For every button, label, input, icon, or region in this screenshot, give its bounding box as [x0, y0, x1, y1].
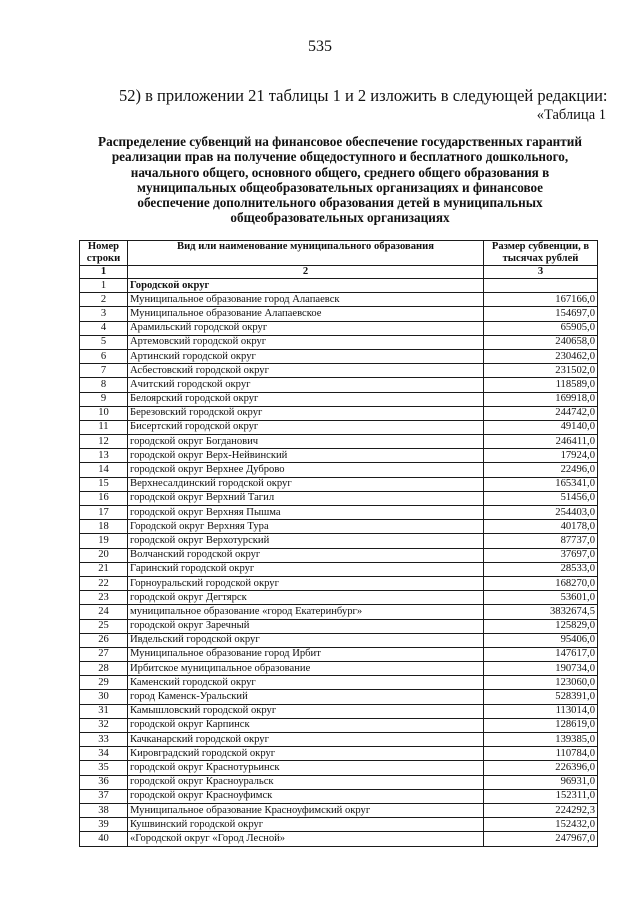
amount-cell: 226396,0 [484, 761, 598, 775]
row-number-cell: 24 [80, 605, 128, 619]
municipality-cell: Верхнесалдинский городской округ [128, 477, 484, 491]
row-number-cell: 21 [80, 562, 128, 576]
municipality-cell: Арамильский городской округ [128, 321, 484, 335]
municipality-cell: городской округ Красноуфимск [128, 789, 484, 803]
amount-cell: 22496,0 [484, 463, 598, 477]
table-row [80, 548, 598, 562]
table-row [80, 392, 598, 406]
amount-cell: 65905,0 [484, 321, 598, 335]
amount-cell: 49140,0 [484, 420, 598, 434]
table-row [80, 704, 598, 718]
table-row [80, 506, 598, 520]
title-line: начального общего, основного общего, среднего общего образования в [130, 164, 550, 180]
row-number-cell: 27 [80, 647, 128, 661]
row-number-cell: 12 [80, 435, 128, 449]
title-line: реализации прав на получение общедоступного и бесплатного дошкольного, [111, 149, 569, 165]
municipality-cell: Бисертский городской округ [128, 420, 484, 434]
municipality-cell: «Городской округ «Город Лесной» [128, 832, 484, 846]
municipality-cell: Городской округ Верхняя Тура [128, 520, 484, 534]
municipality-cell: Кушвинский городской округ [128, 818, 484, 832]
row-number-cell: 33 [80, 733, 128, 747]
table-row [80, 321, 598, 335]
table-row [80, 633, 598, 647]
amount-cell: 139385,0 [484, 733, 598, 747]
row-number-cell: 4 [80, 321, 128, 335]
table-row [80, 477, 598, 491]
amount-cell [484, 279, 598, 293]
amount-cell: 247967,0 [484, 832, 598, 846]
amount-cell: 152432,0 [484, 818, 598, 832]
table-row [80, 789, 598, 803]
municipality-cell: Ирбитское муниципальное образование [128, 662, 484, 676]
column-number: 3 [484, 266, 598, 279]
column-number-row [80, 266, 598, 279]
row-number-cell: 26 [80, 633, 128, 647]
table-row [80, 293, 598, 307]
title-line: обеспечение дополнительного образования детей в муниципальных [137, 195, 543, 211]
table-row [80, 420, 598, 434]
amount-cell: 152311,0 [484, 789, 598, 803]
municipality-cell: городской округ Верх-Нейвинский [128, 449, 484, 463]
municipality-cell: Волчанский городской округ [128, 548, 484, 562]
row-number-cell: 37 [80, 789, 128, 803]
municipality-cell: Асбестовский городской округ [128, 364, 484, 378]
amount-cell: 168270,0 [484, 576, 598, 590]
row-number-cell: 10 [80, 406, 128, 420]
title-line: общеобразовательных организациях [230, 210, 450, 226]
amount-cell: 37697,0 [484, 548, 598, 562]
table-row [80, 803, 598, 817]
municipality-cell: Муниципальное образование город Ирбит [128, 647, 484, 661]
column-number: 1 [80, 266, 128, 279]
municipality-cell: Муниципальное образование Красноуфимский округ [128, 803, 484, 817]
row-number-cell: 25 [80, 619, 128, 633]
municipality-cell: Качканарский городской округ [128, 733, 484, 747]
row-number-cell: 9 [80, 392, 128, 406]
table-row [80, 435, 598, 449]
row-number-cell: 2 [80, 293, 128, 307]
row-number-cell: 14 [80, 463, 128, 477]
municipality-cell: городской округ Богданович [128, 435, 484, 449]
row-number-cell: 13 [80, 449, 128, 463]
row-number-cell: 29 [80, 676, 128, 690]
row-number-cell: 18 [80, 520, 128, 534]
amount-cell: 95406,0 [484, 633, 598, 647]
table-row [80, 279, 598, 293]
table-row [80, 364, 598, 378]
amount-cell: 528391,0 [484, 690, 598, 704]
row-number-cell: 3 [80, 307, 128, 321]
row-number-cell: 23 [80, 591, 128, 605]
amount-cell: 165341,0 [484, 477, 598, 491]
table-row [80, 349, 598, 363]
amount-cell: 118589,0 [484, 378, 598, 392]
amount-cell: 128619,0 [484, 718, 598, 732]
municipality-cell: Артинский городской округ [128, 349, 484, 363]
amount-cell: 87737,0 [484, 534, 598, 548]
amount-cell: 231502,0 [484, 364, 598, 378]
municipality-cell: Городской округ [128, 279, 484, 293]
column-number: 2 [128, 266, 484, 279]
table-body [80, 279, 598, 847]
row-number-cell: 32 [80, 718, 128, 732]
row-number-cell: 11 [80, 420, 128, 434]
amount-cell: 246411,0 [484, 435, 598, 449]
table-row [80, 733, 598, 747]
table-row [80, 562, 598, 576]
table-row [80, 491, 598, 505]
row-number-cell: 15 [80, 477, 128, 491]
amount-cell: 147617,0 [484, 647, 598, 661]
subsidy-table [79, 240, 598, 847]
table-row [80, 718, 598, 732]
amount-cell: 28533,0 [484, 562, 598, 576]
table-row [80, 647, 598, 661]
municipality-cell: городской округ Дегтярск [128, 591, 484, 605]
municipality-cell: Горноуральский городской округ [128, 576, 484, 590]
row-number-cell: 34 [80, 747, 128, 761]
amount-cell: 110784,0 [484, 747, 598, 761]
table-row [80, 591, 598, 605]
table-row [80, 534, 598, 548]
amount-cell: 123060,0 [484, 676, 598, 690]
municipality-cell: городской округ Карпинск [128, 718, 484, 732]
municipality-cell: Ачитский городской округ [128, 378, 484, 392]
amount-cell: 113014,0 [484, 704, 598, 718]
row-number-cell: 5 [80, 335, 128, 349]
table-title [80, 134, 600, 226]
row-number-cell: 35 [80, 761, 128, 775]
municipality-cell: Артемовский городской округ [128, 335, 484, 349]
municipality-cell: Ивдельский городской округ [128, 633, 484, 647]
row-number-cell: 28 [80, 662, 128, 676]
municipality-cell: городской округ Верхний Тагил [128, 491, 484, 505]
table-label: «Таблица 1 [536, 107, 606, 123]
municipality-cell: Белоярский городской округ [128, 392, 484, 406]
page-number: 535 [308, 38, 332, 55]
table-row [80, 307, 598, 321]
title-line: муниципальных общеобразовательных организациях и финансовое [137, 179, 543, 195]
amount-cell: 167166,0 [484, 293, 598, 307]
municipality-cell: Муниципальное образование город Алапаевск [128, 293, 484, 307]
table-row [80, 775, 598, 789]
municipality-cell: городской округ Верхнее Дуброво [128, 463, 484, 477]
header-row-number: Номер строки [80, 241, 128, 266]
amount-cell: 224292,3 [484, 803, 598, 817]
municipality-cell: городской округ Заречный [128, 619, 484, 633]
table-row [80, 747, 598, 761]
municipality-cell: Гаринский городской округ [128, 562, 484, 576]
intro-paragraph: 52) в приложении 21 таблицы 1 и 2 изложить в следующей редакции: [119, 86, 608, 105]
table-row [80, 520, 598, 534]
amount-cell: 51456,0 [484, 491, 598, 505]
table-row [80, 619, 598, 633]
header-row [80, 241, 598, 266]
table-row [80, 463, 598, 477]
municipality-cell: город Каменск-Уральский [128, 690, 484, 704]
row-number-cell: 17 [80, 506, 128, 520]
municipality-cell: Каменский городской округ [128, 676, 484, 690]
row-number-cell: 8 [80, 378, 128, 392]
amount-cell: 53601,0 [484, 591, 598, 605]
amount-cell: 17924,0 [484, 449, 598, 463]
table-row [80, 576, 598, 590]
row-number-cell: 20 [80, 548, 128, 562]
header-amount: Размер субвенции, в тысячах рублей [484, 241, 598, 266]
municipality-cell: городской округ Верхняя Пышма [128, 506, 484, 520]
table-row [80, 761, 598, 775]
table-row [80, 676, 598, 690]
row-number-cell: 30 [80, 690, 128, 704]
table-row [80, 690, 598, 704]
municipality-cell: Муниципальное образование Алапаевское [128, 307, 484, 321]
municipality-cell: городской округ Красноуральск [128, 775, 484, 789]
amount-cell: 96931,0 [484, 775, 598, 789]
table-row [80, 335, 598, 349]
amount-cell: 240658,0 [484, 335, 598, 349]
amount-cell: 169918,0 [484, 392, 598, 406]
municipality-cell: Камышловский городской округ [128, 704, 484, 718]
amount-cell: 154697,0 [484, 307, 598, 321]
amount-cell: 244742,0 [484, 406, 598, 420]
row-number-cell: 39 [80, 818, 128, 832]
table-row [80, 406, 598, 420]
row-number-cell: 7 [80, 364, 128, 378]
row-number-cell: 22 [80, 576, 128, 590]
amount-cell: 3832674,5 [484, 605, 598, 619]
table-row [80, 605, 598, 619]
amount-cell: 190734,0 [484, 662, 598, 676]
municipality-cell: городской округ Верхотурский [128, 534, 484, 548]
row-number-cell: 36 [80, 775, 128, 789]
table-row [80, 662, 598, 676]
row-number-cell: 1 [80, 279, 128, 293]
title-line: Распределение субвенций на финансовое обеспечение государственных гарантий [98, 134, 582, 149]
table-row [80, 449, 598, 463]
table-row [80, 378, 598, 392]
municipality-cell: городской округ Краснотурьинск [128, 761, 484, 775]
municipality-cell: Березовский городской округ [128, 406, 484, 420]
amount-cell: 40178,0 [484, 520, 598, 534]
amount-cell: 125829,0 [484, 619, 598, 633]
municipality-cell: Кировградский городской округ [128, 747, 484, 761]
row-number-cell: 40 [80, 832, 128, 846]
row-number-cell: 31 [80, 704, 128, 718]
header-municipality: Вид или наименование муниципального образования [128, 241, 484, 266]
row-number-cell: 19 [80, 534, 128, 548]
amount-cell: 254403,0 [484, 506, 598, 520]
row-number-cell: 38 [80, 803, 128, 817]
amount-cell: 230462,0 [484, 349, 598, 363]
table-row [80, 832, 598, 846]
municipality-cell: муниципальное образование «город Екатеринбург» [128, 605, 484, 619]
row-number-cell: 16 [80, 491, 128, 505]
table-row [80, 818, 598, 832]
row-number-cell: 6 [80, 349, 128, 363]
